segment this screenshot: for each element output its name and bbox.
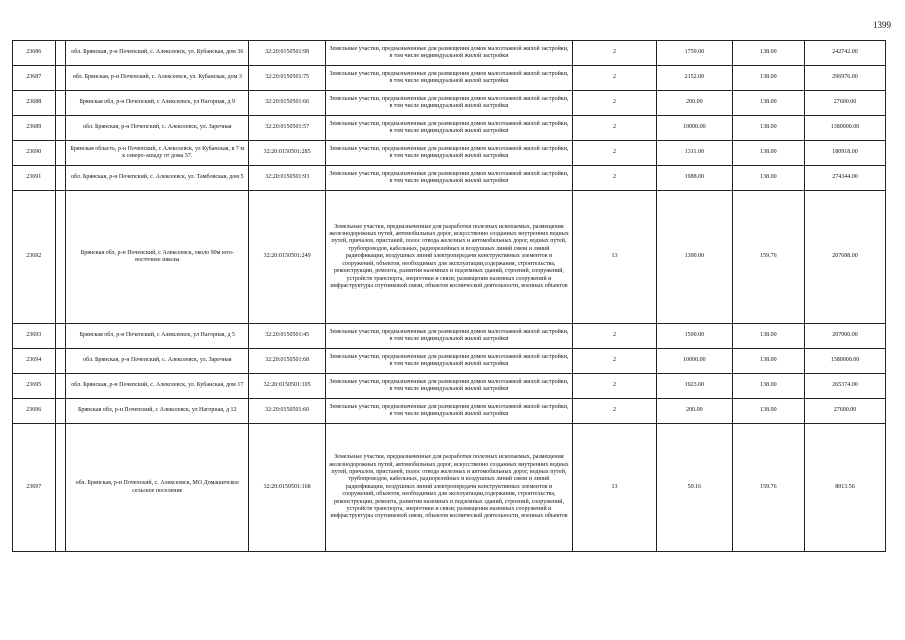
cadastral-number-cell: 32:20:0150501:68 bbox=[249, 349, 326, 374]
row-number: 23690 bbox=[13, 141, 56, 166]
permitted-use-cell: Земельные участки, предназначенные для разработки полезных ископаемых, размещения железнодорожных путей, автомобильных дорог, искусственно созданных внутренних водных путей, причалов, пристаней, полос отвода железных и автомобильных дорог, водных путей, трубопроводов, кабельных, радиорелейных и воздушных линий связи и линий радиофикации, воздушных линий электропередачи конструктивных элементов и сооружений, объектов, необходимых для эксплуатации,содержания, строительства, реконструкции, ремонта, развития наземных и подземных зданий, строений, сооружений, устройств транспорта, энергетики и связи; размещения наземных сооружений и инфраструктуры спутниковой связи, объектов космической деятельности, военных объектов bbox=[325, 424, 572, 552]
column-gap bbox=[55, 166, 66, 191]
address-cell: Брянская обл, р-н Почепский, с Алексеевск, около 90м юго-восточнее школы bbox=[66, 191, 249, 324]
category-cell: 2 bbox=[572, 349, 656, 374]
cadastral-value-cell: 27600.00 bbox=[805, 91, 886, 116]
column-gap bbox=[55, 374, 66, 399]
area-cell: 1923.00 bbox=[657, 374, 733, 399]
column-gap bbox=[55, 399, 66, 424]
row-number: 23686 bbox=[13, 41, 56, 66]
category-cell: 13 bbox=[572, 191, 656, 324]
address-cell: обл. Брянская, р-н Почепский, с. Алексеевск, ул. Кубанская, дом 17 bbox=[66, 374, 249, 399]
category-cell: 13 bbox=[572, 424, 656, 552]
rate-cell: 138.00 bbox=[732, 141, 804, 166]
permitted-use-cell: Земельные участки, предназначенные для разработки полезных ископаемых, размещения железнодорожных путей, автомобильных дорог, искусственно созданных внутренних водных путей, причалов, пристаней, полос отвода железных и автомобильных дорог, водных путей, трубопроводов, кабельных, радиорелейных и воздушных линий связи и линий радиофикации, воздушных линий электропередачи конструктивных элементов и сооружений, объектов, необходимых для эксплуатации,содержания, строительства, реконструкции, ремонта, развития наземных и подземных зданий, строений, сооружений, устройств транспорта, энергетики и связи; размещения наземных сооружений и инфраструктуры спутниковой связи, объектов космической деятельности, военных объектов bbox=[325, 191, 572, 324]
column-gap bbox=[55, 91, 66, 116]
cadastral-number-cell: 32:20:0150501:93 bbox=[249, 166, 326, 191]
cadastral-number-cell: 32:20:0150501:75 bbox=[249, 66, 326, 91]
permitted-use-cell: Земельные участки, предназначенные для размещения домов малоэтажной жилой застройки, в том числе индивидуальной жилой застройки bbox=[325, 324, 572, 349]
table-row bbox=[13, 91, 886, 116]
column-gap bbox=[55, 141, 66, 166]
permitted-use-cell: Земельные участки, предназначенные для размещения домов малоэтажной жилой застройки, в том числе индивидуальной жилой застройки bbox=[325, 116, 572, 141]
category-cell: 2 bbox=[572, 141, 656, 166]
permitted-use-cell: Земельные участки, предназначенные для размещения домов малоэтажной жилой застройки, в том числе индивидуальной жилой застройки bbox=[325, 374, 572, 399]
column-gap bbox=[55, 66, 66, 91]
address-cell: Брянская обл, р-н Почепский, с Алексеевск, ул Нагорная, д 5 bbox=[66, 324, 249, 349]
address-cell: обл. Брянская, р-н Почепский, с. Алексеевск, ул. Кубанская, дом 3 bbox=[66, 66, 249, 91]
page-number: 1399 bbox=[873, 20, 891, 30]
permitted-use-cell: Земельные участки, предназначенные для размещения домов малоэтажной жилой застройки, в том числе индивидуальной жилой застройки bbox=[325, 349, 572, 374]
row-number: 23694 bbox=[13, 349, 56, 374]
table-row bbox=[13, 399, 886, 424]
cadastral-number-cell: 32:20:0150501:249 bbox=[249, 191, 326, 324]
cadastral-value-cell: 265374.00 bbox=[805, 374, 886, 399]
cadastral-value-cell: 8013.56 bbox=[805, 424, 886, 552]
area-cell: 200.00 bbox=[657, 399, 733, 424]
rate-cell: 138.00 bbox=[732, 324, 804, 349]
table-row bbox=[13, 324, 886, 349]
address-cell: обл. Брянская, р-н Почепский, с. Алексеевск, МО Домашичское сельское поселение bbox=[66, 424, 249, 552]
rate-cell: 138.00 bbox=[732, 374, 804, 399]
rate-cell: 159.76 bbox=[732, 424, 804, 552]
permitted-use-cell: Земельные участки, предназначенные для размещения домов малоэтажной жилой застройки, в том числе индивидуальной жилой застройки bbox=[325, 41, 572, 66]
column-gap bbox=[55, 324, 66, 349]
category-cell: 2 bbox=[572, 91, 656, 116]
permitted-use-cell: Земельные участки, предназначенные для размещения домов малоэтажной жилой застройки, в том числе индивидуальной жилой застройки bbox=[325, 399, 572, 424]
row-number: 23697 bbox=[13, 424, 56, 552]
category-cell: 2 bbox=[572, 116, 656, 141]
cadastral-value-cell: 296976.00 bbox=[805, 66, 886, 91]
row-number: 23687 bbox=[13, 66, 56, 91]
cadastral-number-cell: 32:20:0150501:66 bbox=[249, 91, 326, 116]
address-cell: обл. Брянская, р-н Почепский, с. Алексеевск, ул. Заречная bbox=[66, 349, 249, 374]
table-row bbox=[13, 41, 886, 66]
column-gap bbox=[55, 424, 66, 552]
rate-cell: 138.00 bbox=[732, 349, 804, 374]
category-cell: 2 bbox=[572, 374, 656, 399]
cadastral-number-cell: 32:20:0150501:98 bbox=[249, 41, 326, 66]
column-gap bbox=[55, 191, 66, 324]
cadastral-value-cell: 207000.00 bbox=[805, 324, 886, 349]
area-cell: 200.00 bbox=[657, 91, 733, 116]
cadastral-value-cell: 180918.00 bbox=[805, 141, 886, 166]
category-cell: 2 bbox=[572, 66, 656, 91]
row-number: 23691 bbox=[13, 166, 56, 191]
cadastral-number-cell: 32:20:0150501:45 bbox=[249, 324, 326, 349]
row-number: 23696 bbox=[13, 399, 56, 424]
rate-cell: 138.00 bbox=[732, 399, 804, 424]
rate-cell: 138.00 bbox=[732, 116, 804, 141]
table-row bbox=[13, 66, 886, 91]
area-cell: 10000.00 bbox=[657, 349, 733, 374]
row-number: 23693 bbox=[13, 324, 56, 349]
table-row bbox=[13, 166, 886, 191]
land-registry-table bbox=[12, 40, 886, 552]
address-cell: обл. Брянская, р-н Почепский, с. Алексеевск, ул. Тамбовская, дом 5 bbox=[66, 166, 249, 191]
column-gap bbox=[55, 349, 66, 374]
cadastral-number-cell: 32:20:0150501:285 bbox=[249, 141, 326, 166]
column-gap bbox=[55, 41, 66, 66]
rate-cell: 138.00 bbox=[732, 66, 804, 91]
table-row bbox=[13, 349, 886, 374]
table-row bbox=[13, 141, 886, 166]
cadastral-value-cell: 1380000.00 bbox=[805, 116, 886, 141]
area-cell: 2152.00 bbox=[657, 66, 733, 91]
cadastral-value-cell: 207688.00 bbox=[805, 191, 886, 324]
permitted-use-cell: Земельные участки, предназначенные для размещения домов малоэтажной жилой застройки, в том числе индивидуальной жилой застройки bbox=[325, 141, 572, 166]
category-cell: 2 bbox=[572, 324, 656, 349]
area-cell: 1300.00 bbox=[657, 191, 733, 324]
row-number: 23689 bbox=[13, 116, 56, 141]
row-number: 23692 bbox=[13, 191, 56, 324]
area-cell: 1311.00 bbox=[657, 141, 733, 166]
table-row bbox=[13, 374, 886, 399]
rate-cell: 138.00 bbox=[732, 91, 804, 116]
area-cell: 1988.00 bbox=[657, 166, 733, 191]
address-cell: обл. Брянская, р-н Почепский, с. Алексеевск, ул. Заречная bbox=[66, 116, 249, 141]
permitted-use-cell: Земельные участки, предназначенные для размещения домов малоэтажной жилой застройки, в том числе индивидуальной жилой застройки bbox=[325, 91, 572, 116]
cadastral-number-cell: 32:20:0150501:57 bbox=[249, 116, 326, 141]
address-cell: обл. Брянская, р-н Почепский, с. Алексеевск, ул. Кубанская, дом 36 bbox=[66, 41, 249, 66]
address-cell: Брянская обл, р-н Почепский, с Алексеевск, ул Нагорная, д 9 bbox=[66, 91, 249, 116]
permitted-use-cell: Земельные участки, предназначенные для размещения домов малоэтажной жилой застройки, в том числе индивидуальной жилой застройки bbox=[325, 66, 572, 91]
row-number: 23695 bbox=[13, 374, 56, 399]
table-row bbox=[13, 191, 886, 324]
cadastral-number-cell: 32:20:0150501:105 bbox=[249, 374, 326, 399]
table-row bbox=[13, 116, 886, 141]
rate-cell: 138.00 bbox=[732, 166, 804, 191]
cadastral-value-cell: 242742.00 bbox=[805, 41, 886, 66]
row-number: 23688 bbox=[13, 91, 56, 116]
cadastral-value-cell: 274344.00 bbox=[805, 166, 886, 191]
table-row bbox=[13, 424, 886, 552]
area-cell: 1759.00 bbox=[657, 41, 733, 66]
area-cell: 50.16 bbox=[657, 424, 733, 552]
area-cell: 10000.00 bbox=[657, 116, 733, 141]
area-cell: 1500.00 bbox=[657, 324, 733, 349]
address-cell: Брянская обл, р-н Почепский, с Алексеевск, ул Нагорная, д 12 bbox=[66, 399, 249, 424]
cadastral-number-cell: 32:20:0150501:168 bbox=[249, 424, 326, 552]
permitted-use-cell: Земельные участки, предназначенные для размещения домов малоэтажной жилой застройки, в том числе индивидуальной жилой застройки bbox=[325, 166, 572, 191]
cadastral-number-cell: 32:20:0150501:60 bbox=[249, 399, 326, 424]
cadastral-value-cell: 1380000.00 bbox=[805, 349, 886, 374]
rate-cell: 138.00 bbox=[732, 41, 804, 66]
column-gap bbox=[55, 116, 66, 141]
cadastral-value-cell: 27600.00 bbox=[805, 399, 886, 424]
rate-cell: 159.76 bbox=[732, 191, 804, 324]
category-cell: 2 bbox=[572, 41, 656, 66]
address-cell: Брянская область, р-н Почепский, с Алексеевск, ул Кубанская, в 7 м к северо-западу от дома 37. bbox=[66, 141, 249, 166]
category-cell: 2 bbox=[572, 166, 656, 191]
category-cell: 2 bbox=[572, 399, 656, 424]
